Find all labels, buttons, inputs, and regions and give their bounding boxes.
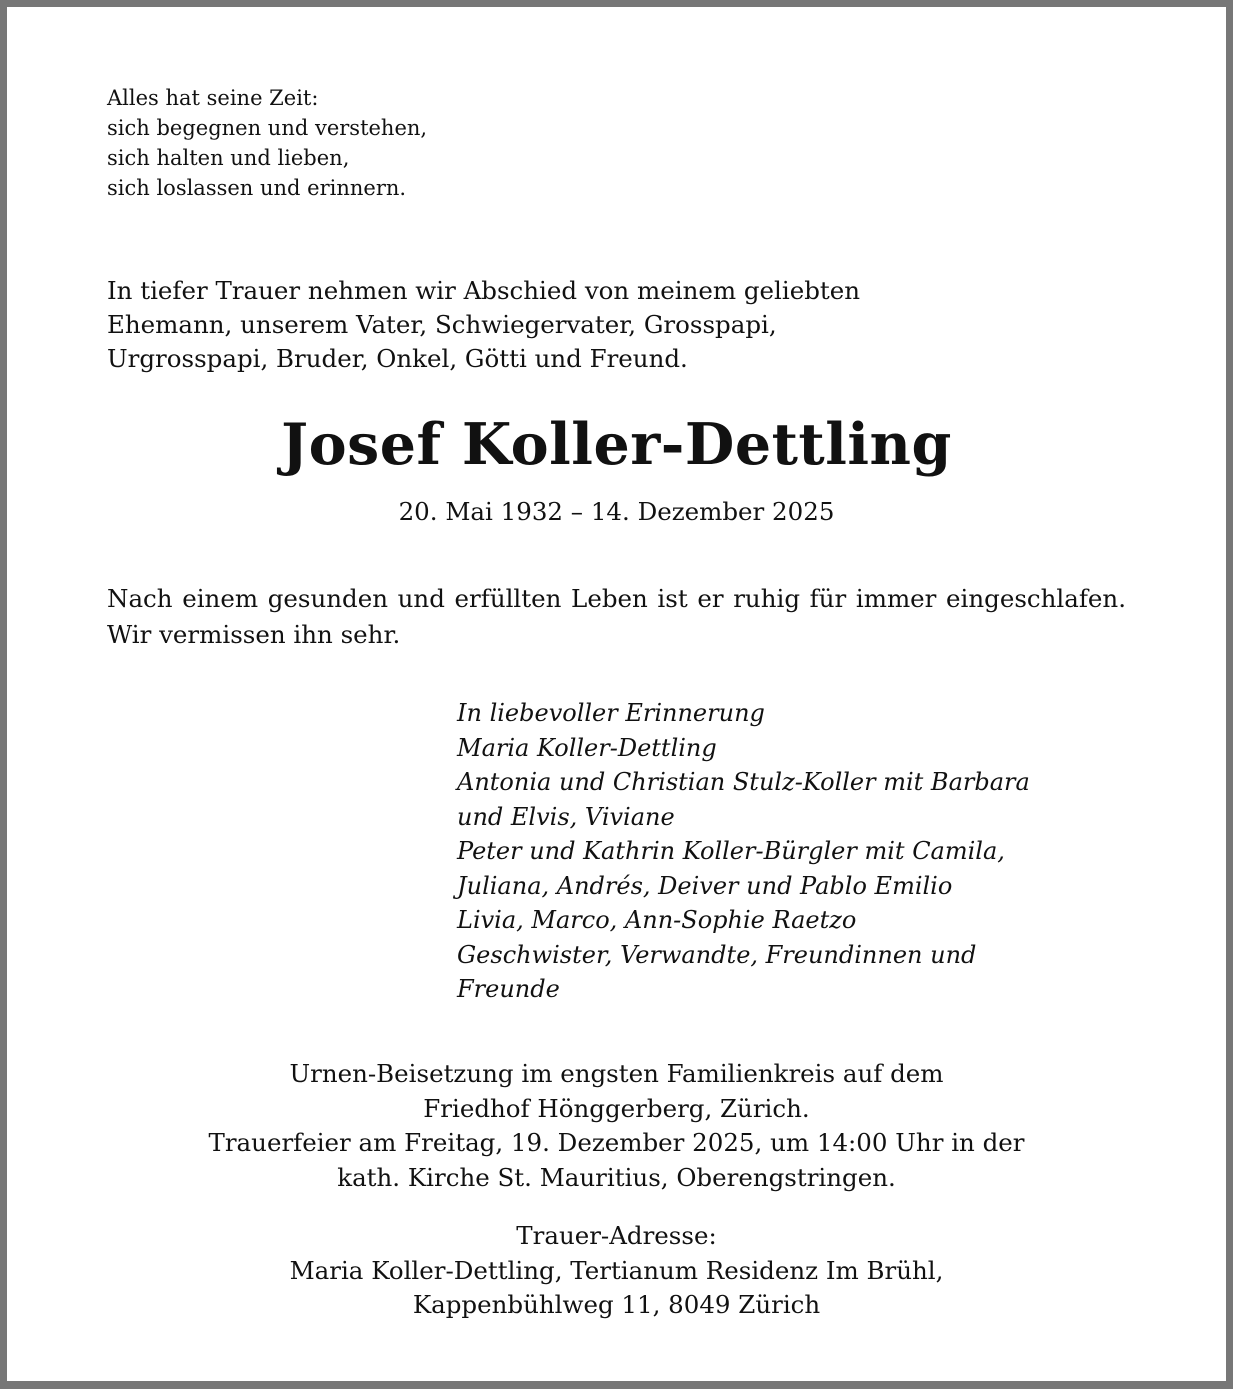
poem-line: sich halten und lieben, (107, 146, 350, 170)
mourner-line: Livia, Marco, Ann-Sophie Raetzo (457, 906, 857, 934)
intro-line: In tiefer Trauer nehmen wir Abschied von meinem geliebten (107, 276, 861, 305)
mourner-line: In liebevoller Erinnerung (457, 699, 765, 727)
life-paragraph: Nach einem gesunden und erfüllten Leben ist er ruhig für immer eingeschlafen. Wir vermissen ihn sehr. (107, 584, 1126, 649)
intro-line: Ehemann, unserem Vater, Schwiegervater, Grosspapi, (107, 310, 777, 339)
address-line: Trauer-Adresse: (516, 1221, 717, 1250)
service-line: Trauerfeier am Freitag, 19. Dezember 2025, um 14:00 Uhr in der (208, 1128, 1025, 1157)
service-line: kath. Kirche St. Mauritius, Oberengstringen. (337, 1162, 896, 1192)
mourner-line: Geschwister, Verwandte, Freundinnen und (457, 940, 977, 969)
mourner-line: Juliana, Andrés, Deiver und Pablo Emilio (457, 871, 953, 900)
obituary-page (7, 7, 1226, 1381)
poem (107, 83, 427, 203)
address-line: Kappenbühlweg 11, 8049 Zürich (412, 1290, 821, 1319)
mourner-line: Freunde (457, 975, 560, 1003)
mourner-line: und Elvis, Viviane (457, 802, 675, 831)
deceased-name: Josef Koller-Dettling (281, 411, 952, 478)
service-line: Friedhof Hönggerberg, Zürich. (423, 1093, 810, 1123)
poem-line: sich loslassen und erinnern. (107, 176, 407, 200)
mourner-line: Peter und Kathrin Koller-Bürgler mit Camila, (457, 837, 1005, 865)
mourning-address (7, 1219, 1226, 1323)
poem-line: Alles hat seine Zeit: (107, 86, 319, 110)
intro-paragraph (107, 274, 860, 376)
life-dates: 20. Mai 1932 – 14. Dezember 2025 (398, 497, 835, 526)
mourner-line: Antonia und Christian Stulz-Koller mit Barbara (457, 768, 1030, 796)
mourners-list (457, 696, 1030, 1007)
address-line: Maria Koller-Dettling, Tertianum Residenz Im Brühl, (289, 1255, 944, 1285)
mourner-line: Maria Koller-Dettling (457, 733, 717, 762)
intro-line: Urgrosspapi, Bruder, Onkel, Götti und Freund. (107, 344, 688, 373)
poem-line: sich begegnen und verstehen, (107, 116, 428, 140)
service-info (7, 1057, 1226, 1195)
service-line: Urnen-Beisetzung im engsten Familienkreis auf dem (289, 1059, 944, 1088)
